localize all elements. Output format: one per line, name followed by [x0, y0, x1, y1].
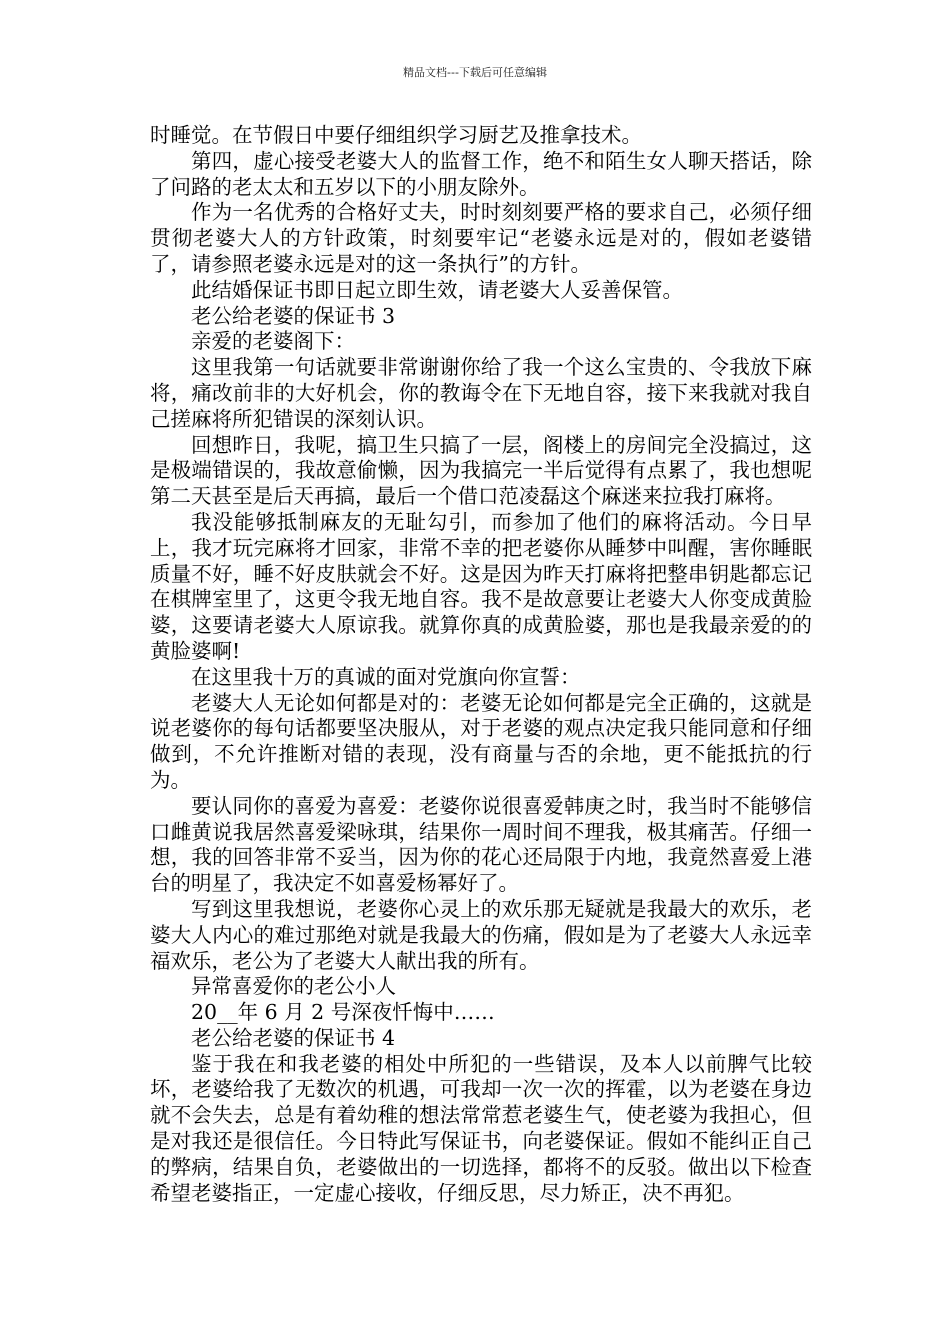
paragraph: 要认同你的喜爱为喜爱：老婆你说很喜爱韩庚之时，我当时不能够信口雌黄说我居然喜爱梁咏琪，结果你一周时间不理我，极其痛苦。仔细一想，我的回答非常不妥当，因为你的花心还局限于内地，我竟然喜爱上港台的明星了，我决定不如喜爱杨幂好了。 [150, 793, 812, 896]
paragraph: 此结婚保证书即日起立即生效，请老婆大人妥善保管。 [191, 277, 683, 302]
paragraph: 老公给老婆的保证书 3 [191, 303, 396, 328]
paragraph: 在这里我十万的真诚的面对党旗向你宣誓： [191, 664, 581, 689]
paragraph: 第四，虚心接受老婆大人的监督工作，绝不和陌生女人聊天搭话，除了问路的老太太和五岁以下的小朋友除外。 [150, 148, 812, 199]
page-header: 精品文档---下载后可任意编辑 [403, 66, 547, 79]
paragraph: 作为一名优秀的合格好丈夫，时时刻刻要严格的要求自己，必须仔细贯彻老婆大人的方针政策，时刻要牢记“老婆永远是对的，假如老婆错了，请参照老婆永远是对的这一条执行”的方针。 [150, 200, 812, 276]
paragraph: 亲爱的老婆阁下： [191, 329, 355, 354]
paragraph: 20__年 6 月 2 号深夜忏悔中…… [191, 1000, 495, 1025]
paragraph: 老公给老婆的保证书 4 [191, 1025, 396, 1050]
paragraph: 老婆大人无论如何都是对的：老婆无论如何都是完全正确的，这就是说老婆你的每句话都要坚决服从，对于老婆的观点决定我只能同意和仔细做到，不允许推断对错的表现，没有商量与否的余地，更不能抵抗的行为。 [150, 690, 812, 792]
paragraph: 我没能够抵制麻友的无耻勾引，而参加了他们的麻将活动。今日早上，我才玩完麻将才回家，非常不幸的把老婆你从睡梦中叫醒，害你睡眠质量不好，睡不好皮肤就会不好。这是因为昨天打麻将把整串钥匙都忘记在棋牌室里了，这更令我无地自容。我不是故意要让老婆大人你变成黄脸婆，这要请老婆大人原谅我。就算你真的成黄脸婆，那也是我最亲爱的的黄脸婆啊! [150, 509, 812, 663]
paragraph: 写到这里我想说，老婆你心灵上的欢乐那无疑就是我最大的欢乐，老婆大人内心的难过那绝对就是我最大的伤痛，假如是为了老婆大人永远幸福欢乐，老公为了老婆大人献出我的所有。 [150, 896, 812, 973]
paragraph: 这里我第一句话就要非常谢谢你给了我一个这么宝贵的、令我放下麻将，痛改前非的大好机会，你的教诲令在下无地自容，接下来我就对我自己搓麻将所犯错误的深刻认识。 [150, 355, 812, 431]
paragraph: 鉴于我在和我老婆的相处中所犯的一些错误，及本人以前脾气比较坏，老婆给我了无数次的机遇，可我却一次一次的挥霍，以为老婆在身边就不会失去，总是有着幼稚的想法常常惹老婆生气，使老婆为我担心，但是对我还是很信任。今日特此写保证书，向老婆保证。假如不能纠正自己的弊病，结果自负，老婆做出的一切选择，都将不的反驳。做出以下检查希望老婆指正，一定虚心接收，仔细反思，尽力矫正，决不再犯。 [150, 1051, 812, 1205]
paragraph: 回想昨日，我呢，搞卫生只搞了一层，阁楼上的房间完全没搞过，这是极端错误的，我故意偷懒，因为我搞完一半后觉得有点累了，我也想呢第二天甚至是后天再搞，最后一个借口范凌磊这个麻迷来拉我打麻将。 [150, 432, 812, 509]
paragraph: 时睡觉。在节假日中要仔细组织学习厨艺及推拿技术。 [150, 123, 642, 147]
paragraph: 异常喜爱你的老公小人 [191, 974, 396, 999]
document-body [150, 123, 812, 1206]
